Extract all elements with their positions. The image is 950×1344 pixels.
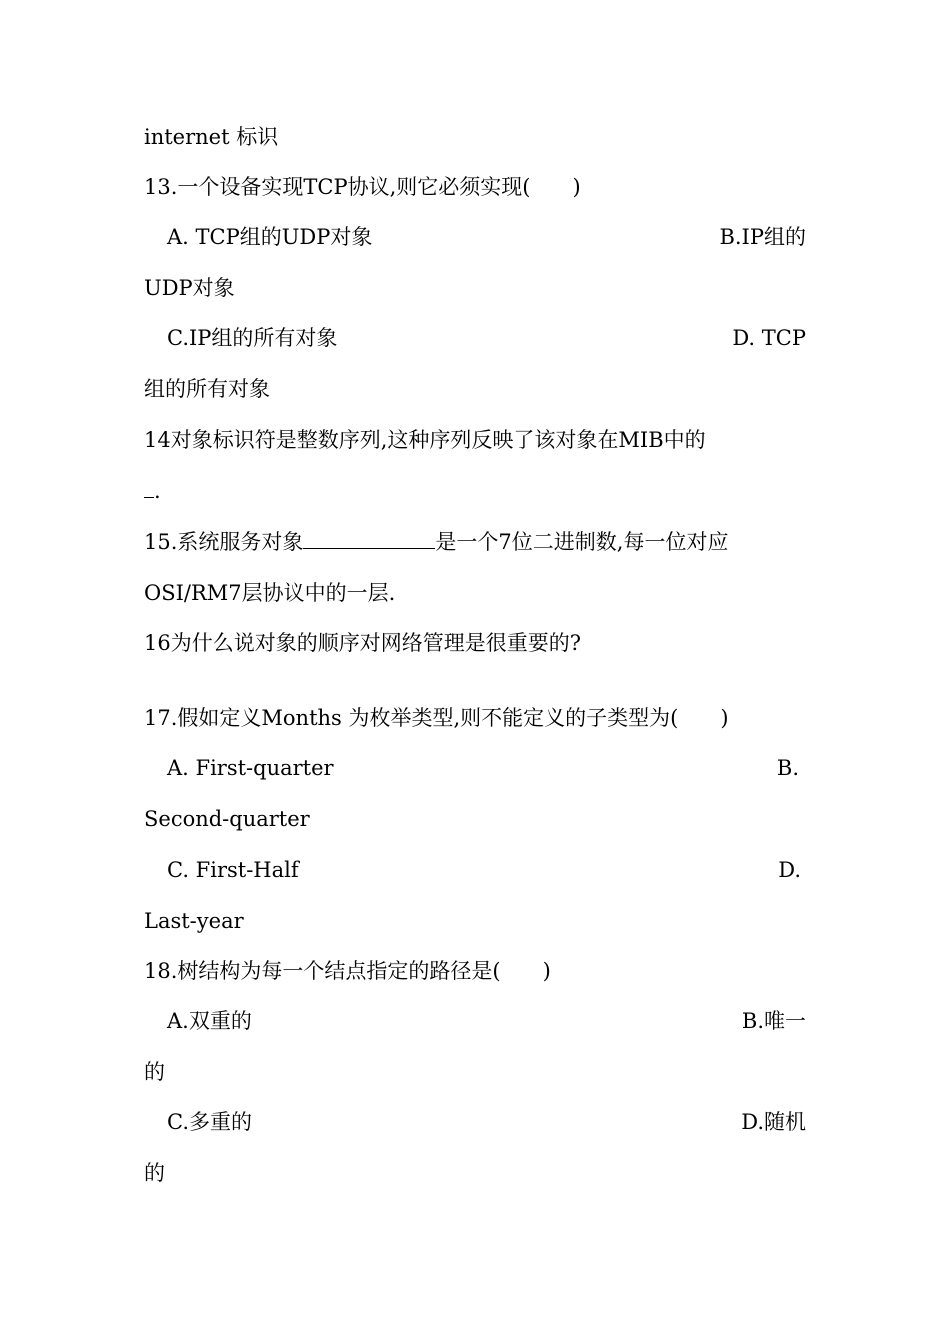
q17-option-d: D. (778, 858, 801, 882)
question-16: 16为什么说对象的顺序对网络管理是很重要的? (144, 631, 581, 655)
question-13: 13.一个设备实现TCP协议,则它必须实现( ) (144, 175, 581, 199)
q17-option-c: C. First-Half (167, 858, 299, 882)
fill-blank (144, 481, 154, 498)
q13-option-d: D. TCP (732, 326, 806, 350)
q18-option-a: A.双重的 (167, 1009, 252, 1033)
question-18: 18.树结构为每一个结点指定的路径是( ) (144, 959, 551, 983)
text-line-internet-id: internet 标识 (144, 125, 279, 149)
q17-option-d-continued: Last-year (144, 909, 244, 933)
q18-option-b: B.唯一 (741, 1009, 806, 1033)
question-15-start: 15.系统服务对象 (144, 530, 304, 554)
q18-option-d-continued: 的 (144, 1161, 165, 1185)
q18-option-d: D.随机 (741, 1110, 806, 1134)
question-15 (144, 527, 728, 557)
q18-option-c: C.多重的 (167, 1110, 252, 1134)
q13-option-d-continued: 组的所有对象 (144, 377, 270, 401)
question-14: 14对象标识符是整数序列,这种序列反映了该对象在MIB中的 (144, 428, 706, 452)
question-17: 17.假如定义Months 为枚举类型,则不能定义的子类型为( ) (144, 706, 729, 730)
q13-option-b: B.IP组的 (719, 225, 806, 249)
fill-blank (303, 528, 435, 549)
q13-option-b-continued: UDP对象 (144, 276, 235, 300)
q17-option-b: B. (776, 756, 799, 780)
q13-option-a: A. TCP组的UDP对象 (167, 225, 373, 249)
question-15-continued: OSI/RM7层协议中的一层. (144, 581, 396, 605)
question-14-blank (144, 476, 161, 506)
q17-option-b-continued: Second-quarter (144, 807, 310, 831)
q13-option-c: C.IP组的所有对象 (167, 326, 338, 350)
q17-option-a: A. First-quarter (167, 756, 334, 780)
question-14-period: . (154, 479, 161, 503)
q18-option-b-continued: 的 (144, 1060, 165, 1084)
question-15-end: 是一个7位二进制数,每一位对应 (435, 530, 729, 554)
